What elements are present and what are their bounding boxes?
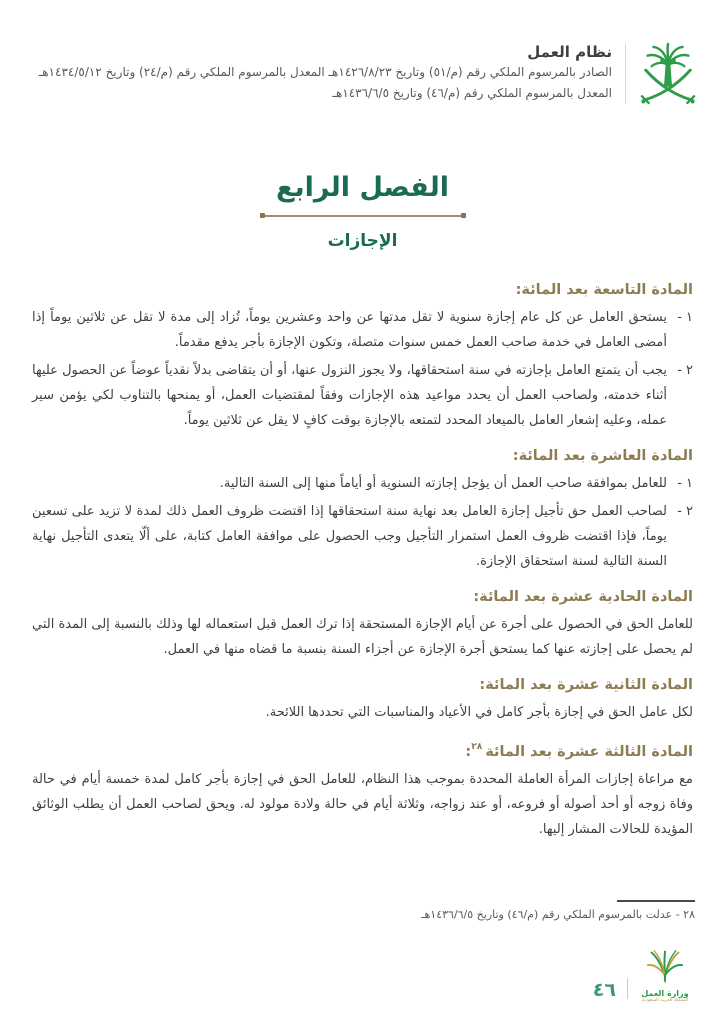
article-heading-colon: : [515,282,522,298]
doc-title: نظام العمل [527,43,612,61]
article-heading-text: المادة الحادية عشرة بعد المائة [479,589,693,605]
article-112 [32,674,693,725]
chapter-divider [260,213,466,218]
article-heading-text: المادة العاشرة بعد المائة [518,448,693,464]
article-body: مع مراعاة إجازات المرأة العاملة المحددة بموجب هذا النظام، للعامل الحق في إجازة بأجر كامل لمدة خمسة أيام في حالة وفاة زوجه أو أحد أصوله أو فروعه، أو عند زواجه، وثلاثة أيام في حالة ولادة مولود له. ويحق لصاحب العمل أن يطلب الوثائق المؤيدة للحالات المشار إليها. [32,771,693,837]
footnote-ref: ٢٨ [471,742,483,752]
article-heading-colon: : [512,448,519,464]
item-number: ٢ - [677,504,693,519]
article-heading [32,737,693,763]
divider-dot [461,213,466,218]
ministry-logo-icon [639,948,691,1004]
item-text: يجب أن يتمتع العامل بإجازته في سنة استحقاقها، ولا يجوز النزول عنها، أو أن يتقاضى بدلاً نقدياً عوضاً عن الحصول عليها أثناء خدمته، ولصاحب العمل أن يحدد مواعيد هذه الإجازات وفقاً لمقتضيات العمل، أو يمنحها بالتناوب لكي يؤمن سير عمله، وعليه إشعار العامل بالميعاد المحدد لتمتعه بالإجازة بوقت كافٍ لا يقل عن ثلاثين يوماً. [32,363,667,428]
article-body: للعامل الحق في الحصول على أجرة عن أيام الإجازة المستحقة إذا ترك العمل قبل استعماله لها وذلك بالنسبة إلى المدة التي لم يحصل على إجازته عنها كما يستحق أجرة الإجازة عن أجزاء السنة بنسبة ما قضاه منها في العمل. [32,617,693,657]
chapter-header [0,172,725,251]
article-heading-text: المادة الثانية عشرة بعد المائة [485,677,693,693]
article-110 [32,445,693,574]
article-heading [32,445,693,467]
footer-divider [627,978,628,999]
article-heading [32,279,693,301]
article-heading [32,674,693,696]
item-number: ١ - [677,310,693,325]
article-heading-colon: : [479,677,486,693]
article-heading-colon: : [465,743,472,760]
numbered-item [32,358,693,433]
article-heading [32,586,693,608]
numbered-item [32,499,693,574]
numbered-item [32,305,693,355]
doc-decree-line-2: المعدل بالمرسوم الملكي رقم (م/٤٦) وتاريخ ١٤٣٦/٦/٥هـ [332,86,612,100]
footnote-rule [617,900,695,902]
ministry-subtitle: المملكة العربية السعودية [641,998,689,1003]
header-divider [625,44,626,104]
doc-decree-line-1: الصادر بالمرسوم الملكي رقم (م/٥١) وتاريخ ١٤٢٦/٨/٢٣هـ المعدل بالمرسوم الملكي رقم (م/٢٤) وتاريخ ١٤٣٤/٥/١٢هـ [38,65,612,79]
saudi-emblem-icon [639,42,697,110]
article-113 [32,737,693,842]
article-heading-colon: : [473,589,480,605]
articles-content [0,251,725,842]
divider-dot [260,213,265,218]
divider-line [265,215,461,217]
item-text: لصاحب العمل حق تأجيل إجازة العامل بعد نهاية سنة استحقاقها إذا اقتضت ظروف العمل ذلك لمدة لا تزيد على تسعين يوماً، فإذا اقتضت ظروف العمل استمرار التأجيل وجب الحصول على موافقة العامل كتابة، على ألّا يتعدى التأجيل نهاية السنة التالية لسنة استحقاق الإجازة. [32,504,667,569]
header-text-block [32,42,612,104]
ministry-name: وزارة العمل [641,989,689,998]
numbered-item [32,471,693,496]
item-number: ١ - [677,476,693,491]
footnote-text: ٢٨ - عدلت بالمرسوم الملكي رقم (م/٤٦) وتاريخ ١٤٣٦/٦/٥هـ [421,908,695,921]
footnote-block [32,900,695,923]
article-109 [32,279,693,433]
chapter-subtitle: الإجازات [327,231,398,251]
article-heading-text: المادة الثالثة عشرة بعد المائة [485,743,693,760]
article-heading-text: المادة التاسعة بعد المائة [521,282,693,298]
article-body: لكل عامل الحق في إجازة بأجر كامل في الأعياد والمناسبات التي تحددها اللائحة. [265,705,693,720]
item-text: يستحق العامل عن كل عام إجازة سنوية لا تقل مدتها عن واحد وعشرين يوماً، تُزاد إلى مدة لا تقل عن ثلاثين يوماً إذا أمضى العامل في خدمة صاحب العمل خمس سنوات متصلة، وتكون الإجازة بأجر يدفع مقدماً. [32,310,667,350]
item-text: للعامل بموافقة صاحب العمل أن يؤجل إجازته السنوية أو أياماً منها إلى السنة التالية. [219,476,667,491]
chapter-title: الفصل الرابع [276,172,449,203]
article-111 [32,586,693,662]
doc-header [0,0,725,110]
page-number: ٤٦ [592,979,616,1001]
page-footer [593,948,691,1004]
item-number: ٢ - [677,363,693,378]
